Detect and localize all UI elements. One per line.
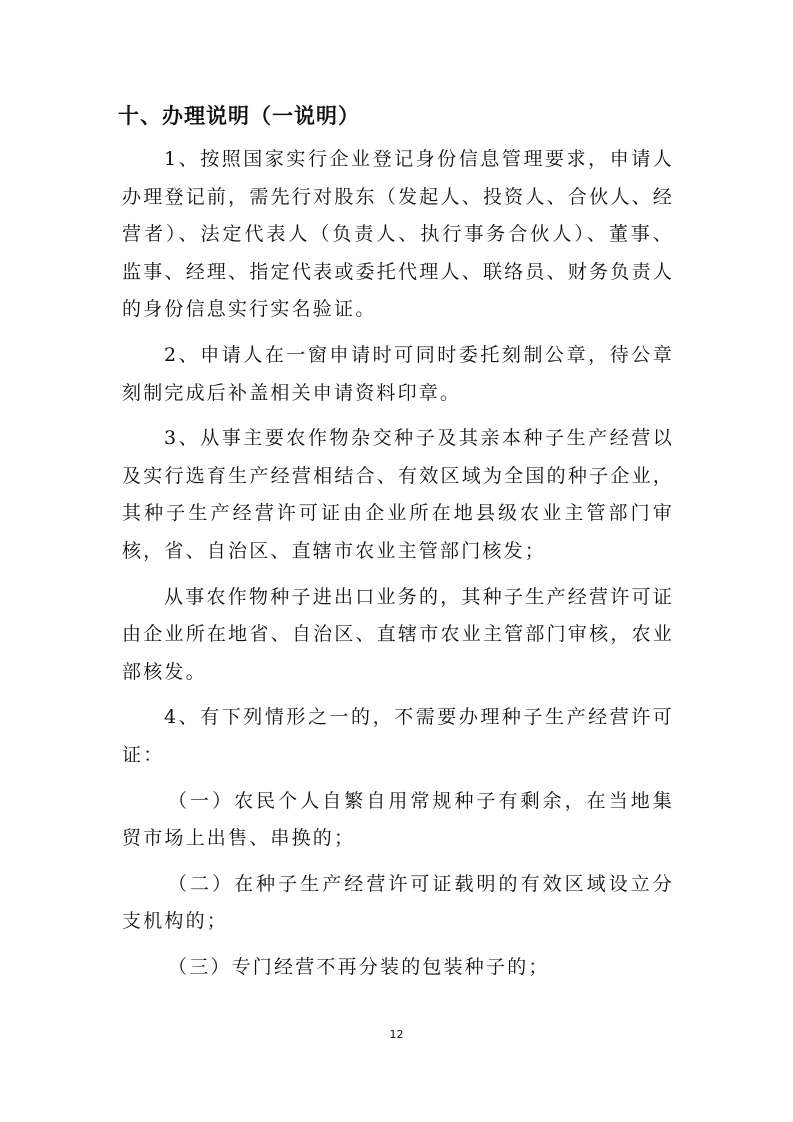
list-item-1: （一）农民个人自繁自用常规种子有剩余，在当地集贸市场上出售、串换的； bbox=[122, 789, 674, 850]
paragraph-1: 1、按照国家实行企业登记身份信息管理要求，申请人办理登记前，需先行对股东（发起人、投资人、合伙人、经营者）、法定代表人（负责人、执行事务合伙人）、董事、监事、经理、指定代表或委托代理人、联络员、财务负责人的身份信息实行实名验证。 bbox=[122, 148, 674, 321]
paragraph-3-continued: 从事农作物种子进出口业务的，其种子生产经营许可证由企业所在地省、自治区、直辖市农业主管部门审核，农业部核发。 bbox=[122, 585, 674, 683]
paragraph-4: 4、有下列情形之一的，不需要办理种子生产经营许可证： bbox=[122, 706, 674, 766]
list-item-2: （二）在种子生产经营许可证载明的有效区域设立分支机构的； bbox=[122, 872, 674, 933]
paragraph-2: 2、申请人在一窗申请时可同时委托刻制公章，待公章刻制完成后补盖相关申请资料印章。 bbox=[122, 343, 674, 404]
body-text bbox=[122, 141, 674, 994]
paragraph-3: 3、从事主要农作物杂交种子及其亲本种子生产经营以及实行选育生产经营相结合、有效区域为全国的种子企业，其种子生产经营许可证由企业所在地县级农业主管部门审核，省、自治区、直辖市农业主管部门核发； bbox=[122, 427, 674, 562]
list-item-3: （三）专门经营不再分装的包装种子的； bbox=[168, 955, 550, 978]
section-heading: 十、办理说明（一说明） bbox=[118, 104, 360, 128]
page-number: 12 bbox=[389, 1028, 404, 1041]
